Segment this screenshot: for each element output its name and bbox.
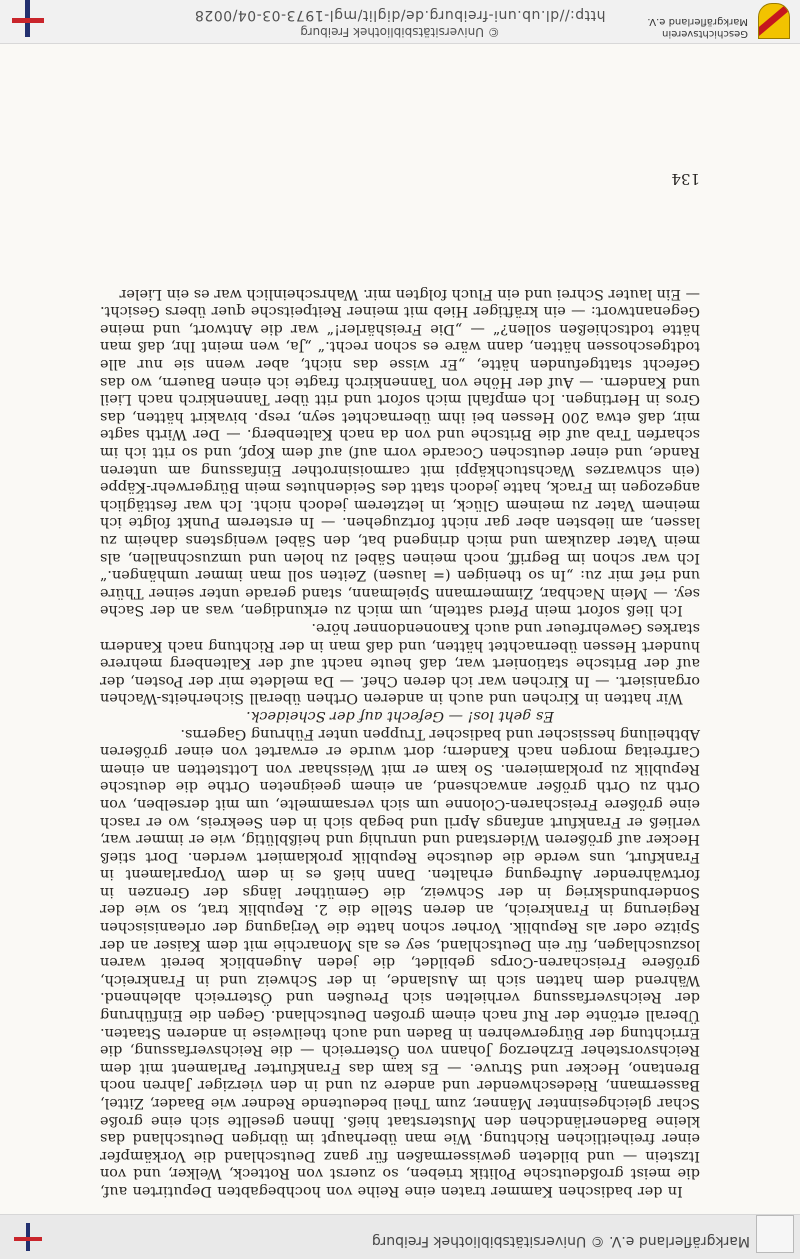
society-name: Geschichtsverein Markgräflerland e.V. <box>647 16 748 39</box>
corner-mark-icon <box>6 0 50 43</box>
header-caption: Markgräflerland e.V. © Universitätsbibliothek Freiburg <box>371 1233 750 1249</box>
viewer-header <box>0 1214 800 1259</box>
paragraph: In der badischen Kammer traten eine Reihe von hochbegabten Deputirten auf, die meist großdeutsche Politik trieben, so zuerst von Rotteck, Welker, und von Itzstein — und bildeten gewissermaßen für ganz Deutschland die Vorkämpfer einer freiheitlichen Richtung. Wie man überhaupt im übrigen Deutschland das kleine Badenerländchen den Musterstaat hieß. Ihnen gesellte sich eine große Schar gleichgesinnter Männer, zum Theil bedeutende Redner wie Baader, Zittel, Bassermann, Riedeschwender und andere zu und in den vierziger Jahren noch Brentano, Hecker und Struve. — Es kam das Frankfurter Parlament mit dem Reichsvorsteher Erzherzog Johann von Österreich — die Reichsverfassung, die Errichtung der Bürgerwehren in Baden und auch theilweise in anderen Staaten. Überall ertönte der Ruf nach einem großen Deutschland. Gegen die Einführung der Reichsverfassung verhielten sich Preußen und Österreich ablehnend. Während dem hatten sich im Auslande, in der Schweiz und in Frankreich, größere Freischaren-Corps gebildet, die jeden Augenblick bereit waren loszuschlagen, für ein Deutschland, sey es als Monarchie mit dem Kaiser an der Spitze oder als Republik. Vorher schon hatte die Verjagung der orleanisischen Regierung in Frankreich, an deren Stelle die 2. Republik trat, so wie der Sonderbundskrieg in der Schweiz, die Gemüther längs der Grenzen in fortwährender Aufregung erhalten. Dann hieß es in dem Vorparlament in Frankfurt, uns werde die deutsche Republik proklamiert werden. Dort stieß Hecker auf größeren Widerstand und unruhig und heißblütig, wie er immer war, verließ er Frankfurt anfangs April und begab sich in den Seekreis, wo er rasch eine größere Freischaren-Colonne um sich versammelte, um mit derselben, von Orth zu Orth größer anwachsend, an einem geeigneten Orthe die deutsche Republik zu proklamieren. So kam er mit Weisshaar von Lottstetten an einem Carfreitag morgen nach Kandern; dort wurde er erwartet von einer größeren Abtheilung hessischer und badischer Truppen unter Führung Gagerns. <box>100 725 700 1199</box>
document-url-link[interactable]: http://dl.ub.uni-freiburg.de/diglit/mgl-1973-03-04/0028 <box>194 7 606 23</box>
paragraph: Wir hatten in Kirchen und auch in anderen Orthen überall Sicherheits-Wachen organisiert. — In Kirchen war ich deren Chef. — Da meldete mir der Posten, der auf der Britsche stationiert war, daß heute nacht auf der Kaltenberg mehrere hundert Hessen übernachtet hätten, und daß man in der Richtung nach Kandern starkes Gewehrfeuer und auch Kanonendonner höre. <box>100 620 700 707</box>
paragraph: Ich ließ sofort mein Pferd satteln, um mich zu erkundigen, was an der Sache sey. — Mein Nachbar, Zimmermann Spielmann, stand gerade unter seiner Thüre und rief mir zu: „In so thenigen (= lausen) Zeiten soll man immer umhängen.“ Ich war schon im Begriff, noch meinen Säbel zu holen und umzuschnallen, als mein Vater dazukam und mich dringend bat, den Säbel wenigstens daheim zu lassen, am liebsten aber gar nicht fortzugehen. — In ersterem Punkt folgte ich meinem Vater zu meinem Glück, in letzterem jedoch nicht. Ich war festtäglich angezogen im Frack, hatte jedoch statt des Seidenhutes mein Bürgerwehr-Käppe (ein schwarzes Wachstuchkäppi mit carmoisinrother Einfassung am unteren Rande, und einer deutschen Cocarde vorn auf) auf dem Kopf, und so ritt ich im scharfen Trab auf die Britsche und von da nach Kaltenberg. — Der Wirth sagte mir, daß etwa 200 Hessen bei ihm übernachtet seyn, resp. bivakirt hätten, das Gros in Hertingen. Ich empfahl mich sofort und ritt über Tannenkirch nach Lieil und Kandern. — Auf der Höhe von Tannenkirch fragte ich einen Bauern, wo das Gefecht stattgefunden hätte, „Er wisse das nicht, aber wenn sie nur alle todtgeschossen hätten, dann wäre es schon recht.“ „Ja, wen meint Ihr, daß man hätte todtschießen sollen?“ — „Die Freishärler!“ war die Antwort, und meine Gegenantwort: — ein kräftiger Hieb mit meiner Reitpeitsche quer übers Gesicht. — Ein lauter Schrei und ein Fluch folgten mir. Wahrscheinlich war es ein Lieler <box>100 285 700 619</box>
page-number: 134 <box>671 170 700 188</box>
corner-mark-icon <box>14 1223 42 1251</box>
section-heading: Es geht los! — Gefecht auf der Scheideck. <box>246 707 554 724</box>
document-text <box>100 284 700 1199</box>
viewer-footer <box>0 0 800 44</box>
copyright-notice: © Universitätsbibliothek Freiburg <box>300 25 500 39</box>
library-logo-icon <box>756 1215 794 1253</box>
